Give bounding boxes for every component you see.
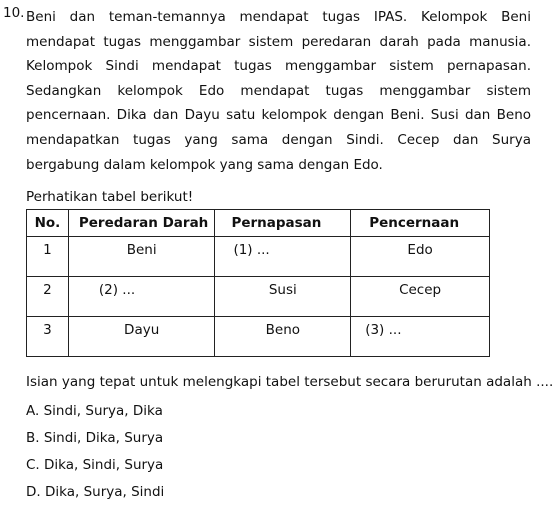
option-letter: B. [26, 430, 40, 446]
table-cell: Beni [68, 237, 215, 277]
table-cell: 1 [27, 237, 69, 277]
table-row [27, 277, 490, 317]
option-text: Sindi, Surya, Dika [43, 403, 163, 419]
option-text: Dika, Sindi, Surya [44, 457, 164, 473]
table-cell: Edo [351, 237, 490, 277]
question-prompt: Isian yang tepat untuk melengkapi tabel tersebut secara berurutan adalah .... [26, 374, 554, 390]
paragraph-line: mendapat tugas menggambar sistem pernapasan. Sedangkan kelompok Edo [26, 58, 532, 99]
group-table [26, 209, 490, 357]
question-paragraph [26, 5, 531, 177]
header-pencernaan: Pencernaan [351, 210, 490, 237]
option-d[interactable] [26, 484, 164, 500]
option-text: Sindi, Dika, Surya [43, 430, 164, 446]
header-peredaran-darah: Peredaran Darah [68, 210, 215, 237]
option-letter: D. [26, 484, 41, 500]
option-c[interactable] [26, 457, 163, 473]
table-cell: (3) ... [351, 317, 490, 357]
table-row [27, 237, 490, 277]
paragraph-line: mendapat tugas menggambar sistem pencernaan. Dika dan Dayu satu [26, 82, 532, 124]
option-letter: A. [26, 403, 40, 419]
table-cell: (1) ... [215, 237, 351, 277]
table-cell: 2 [27, 277, 69, 317]
table-cell: Cecep [351, 277, 490, 317]
table-cell: 3 [27, 317, 69, 357]
paragraph-line: kelompok dengan Beni. Susi dan Beno mendapatkan tugas yang sama dengan [26, 107, 532, 148]
table-intro: Perhatikan tabel berikut! [26, 189, 194, 205]
table-row [27, 317, 490, 357]
option-text: Dika, Surya, Sindi [44, 484, 165, 500]
option-a[interactable] [26, 403, 163, 419]
table-cell: Susi [215, 277, 351, 317]
question-number: 10. [3, 5, 25, 21]
option-b[interactable] [26, 430, 163, 446]
paragraph-line: tugas menggambar sistem peredaran darah pada manusia. Kelompok Sindi [26, 33, 531, 75]
paragraph-line: Beni dan teman-temannya mendapat tugas IPAS. Kelompok Beni mendapat [26, 9, 531, 50]
table-cell: Dayu [68, 317, 215, 357]
table-cell: Beno [215, 317, 351, 357]
paragraph-line: Sindi. Cecep dan Surya bergabung dalam kelompok yang sama dengan Edo. [26, 131, 531, 173]
table-cell: (2) ... [68, 277, 215, 317]
header-no: No. [27, 210, 69, 237]
header-pernapasan: Pernapasan [215, 210, 351, 237]
table-header-row [27, 210, 490, 237]
option-letter: C. [26, 457, 40, 473]
